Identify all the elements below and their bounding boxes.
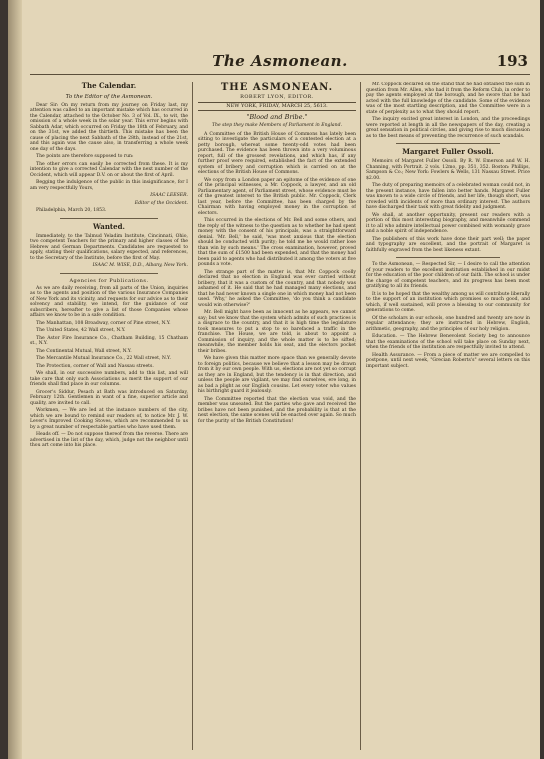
agencies-paragraph: We shall, in our successive numbers, add to this list, and will take care that only such Associations as merit the support of our friends shall find place in our columns. — [30, 371, 188, 387]
agencies-paragraph: The United States, 42 Wall street, N.Y. — [36, 328, 126, 333]
notice-paragraph: Education. — The Hebrew Benevolent Society beg to announce that the examinations of the school will take place on Sunday next, when the friends of the institution are respectfully invited to attend. — [366, 334, 530, 350]
letter-paragraph: It is to be hoped that the wealthy among us will contribute liberally to the support of an institution which promises so much good, and which, if well sustained, will prove a blessing to our community for generations to come. — [366, 291, 530, 313]
agencies-paragraph: The Astor Fire Insurance Co., Chatham Building, 15 Chatham st., N.Y. — [30, 335, 188, 346]
wanted-heading: Wanted. — [93, 221, 125, 231]
column-1 — [30, 82, 188, 750]
article-paragraph: Mr. Coppock declared on the stand that he had obtained the sum in question from Mr. Allen, who had it from the Reform Club, in order to pay the agents employed at the borough, and he swore that he had acted with the full knowledge of the candidate. Some of the evidence was of the most startling description, and the Committee were in a state of perplexity as to what they should report. — [366, 82, 530, 115]
column-2 — [198, 82, 356, 750]
notice-paragraph: Workmen, — We are led at the instance numbers of the city, which we are bound to remind our readers of, to notice Mr. J. W. Lever's Improved Cooking Stoves, which are recommended to us by a great number of respectable parties who have used them. — [30, 408, 188, 430]
article-paragraph: Mr. Bell might have been as innocent as he appears, we cannot say; but we know that the system which admits of such practices is a disgrace to the country, and that it is high time the legislature took measures to put a stop to so barefaced a traffic in the franchise. The House, we are told, is about to appoint a Commission of inquiry, and the whole matter is to be sifted; meanwhile, the member holds his seat, and the electors pocket their bribes. — [198, 310, 356, 354]
wanted-signature: ISAAC M. WISE, D.D., Albany, New York. — [92, 263, 188, 268]
divider — [396, 257, 500, 258]
article-paragraph: The strange part of the matter is, that Mr. Coppock coolly declared that no election in England was ever carried without bribery, that it was a custom of the country, and that nobody was ashamed of it. He said that he had managed many elections, and that he had never known a single one in which money had not been used. 'Why,' he asked the Committee, 'do you think a candidate would win otherwise?' — [198, 269, 356, 308]
column-3 — [366, 82, 530, 750]
calendar-signature-title: Editor of the Occident. — [134, 200, 188, 206]
calendar-paragraph: Dear Sir: On my return from my journey on Friday last, my attention was called to an important mistake which has occurred in the Calendar, attached to the October No. 3 of Vol. IX., to wit, the omission of a whole week in the solar year. This error begins with Sabbath Adar, which occurred on Friday the 18th of February, and on the 31st, we added the thirtieth. This mistake has been the cause of placing the next Sabbath of the 28th, instead of the 21st, and this again was the cause also, in transferring a whole week one day of the days. — [30, 102, 188, 152]
notice-paragraph: Grocer's Siddur, Pesach at Bath was introduced on Saturday, February 12th. Gentlemen in want of a fine, superior article and quality, are invited to call. — [30, 389, 188, 406]
page-header — [30, 52, 530, 75]
masthead — [198, 82, 356, 111]
article-paragraph: We copy from a London paper an epitome of the evidence of one of the principal witnesses, a Mr. Coppock, a lawyer, and an old Parliamentary agent, of Parliament street, whose evidence must be of the greatest interest to the British public. Mr. Coppock, Clerk last year, before the Committee, has been charged by the Chairman with having employed money in the corruption of electors. — [198, 177, 356, 216]
notice-paragraph: Health Assurance. — From a piece of matter we are compelled to postpone, until next week, "Grecian Roberts's" several letters on this important subject. — [366, 352, 530, 369]
letter-paragraph: To the Asmonean, — Respected Sir, — I desire to call the attention of your readers to the excellent institution established in our midst for the education of the poor children of our faith. The school is under the charge of competent teachers, and its progress has been most gratifying to all its friends. — [366, 262, 530, 289]
agencies-paragraph: The Continental Mutual, Wall street, N.Y. — [36, 348, 132, 354]
article-subtitle: The step they make Members of Parliament in England. — [211, 123, 343, 128]
agencies-paragraph: The Mercantile Mutual Insurance Co., 22 Wall street, N.Y. — [36, 356, 171, 361]
agencies-paragraph: The Manhattan, 108 Broadway, corner of Pine street, N.Y. — [36, 320, 171, 326]
calendar-heading: The Calendar. — [81, 82, 137, 90]
calendar-to: To the Editor of the Asmonean. — [65, 94, 153, 100]
margaret-heading: Margaret Fuller Ossoli. — [402, 147, 494, 156]
divider — [396, 143, 500, 144]
margaret-paragraph: The publishers of this work have done their part well; the paper and typography are excellent, and the portrait of Margaret is faithfully engraved from the best likeness extant. — [366, 236, 530, 253]
article-paragraph: We have given this matter more space than we generally devote to foreign politics, because we believe that a lesson may be drawn from it by our own people. With us, elections are not yet so corrupt as they are in England, but the tendency is in that direction, and unless the people are vigilant, we may find ourselves, ere long, in as bad a plight as our English cousins. Let every voter who values his birthright guard it jealously. — [198, 356, 356, 394]
notice-paragraph: Heads off. — Do not suppose thereof from the reverse. There are advertised in the list of the day, which, judge not the neighbor until thou art come into his place. — [30, 432, 188, 448]
calendar-paragraph: The other errors can easily be corrected from these. It is my intention to give a corrected Calendar with the next number of the Occident, which will appear D.V. on or about the first of April. — [30, 161, 188, 178]
article-paragraph: The inquiry excited great interest in London, and the proceedings were reported at length in all the newspapers of the day, creating a great sensation in political circles, and giving rise to much discussion as to the best means of preventing the recurrence of such scandals. — [366, 117, 530, 139]
column-rule-1 — [192, 82, 193, 750]
divider — [60, 218, 158, 219]
article-paragraph: The Committee reported that the election was void, and the member was unseated. But the parties who gave and received the bribes have not been punished, and the probability is that at the next election, the same scenes will be enacted over again. So much for the purity of the British Constitution! — [198, 396, 356, 424]
calendar-paragraph: Begging the indulgence of the public in this insignificance, for I am very respectfully Yours, — [30, 180, 188, 191]
column-rule-2 — [360, 82, 361, 750]
divider — [60, 273, 158, 274]
page-gutter — [8, 0, 22, 759]
wanted-paragraph: Immediately, to the Talmud Yeladim Institute, Cincinnati, Ohio, two competent Teachers for the primary and higher classes of the Hebrew and German Departments. Candidates are requested to apply, stating their qualifications, salary expected, and references, to the Secretary of the Institute, before the first of May. — [30, 233, 188, 261]
margaret-paragraph: The duty of preparing memoirs of a celebrated woman could not, in the present instance, have fallen into better hands. Margaret Fuller was known to a wide circle of friends, and her life, though short, was crowded with incidents of more than ordinary interest. The authors have discharged their task with great fidelity and judgment. — [366, 183, 530, 210]
agencies-paragraph: As we are daily receiving, from all parts of the Union, inquiries as to the agents and position of the various Insurance Companies of New York and its vicinity, and requests for our advice as to their solvency and stability, we intend, for the guidance of our subscribers, hereafter to give a list of those Companies whose affairs we know to be in a safe condition. — [30, 285, 188, 318]
calendar-signature: ISAAC LEESER. — [150, 193, 188, 198]
article-paragraph: This occurred in the elections of Mr. Bell and some others, and the reply of the witness to the question as to whether he had spent money with the consent of his principals, was a straightforward denial. 'Mr. Bell,' he said, 'was most anxious that the election should be conducted with purity; he told me he would rather lose than win by such means.' The cross examination, however, proved that the sum of £1500 had been expended, and that the money had been paid to agents who had distributed it among the voters at five pounds a vote. — [198, 218, 356, 267]
margaret-paragraph: Memoirs of Margaret Fuller Ossoli. By R. W. Emerson and W. H. Channing, with Portrait. 2 vols. 12mo, pp. 351, 352. Boston: Phillips, Sampson & Co.; New York: Fowlers & Wells, 131 Nassau Street. Price $2.00. — [366, 159, 530, 181]
article-paragraph: A Committee of the British House of Commons has lately been sitting to investigate the particulars of a contested election at a petty borough, whereat some twenty-odd votes had been purchased. The evidence has been thrown into a very voluminous report, full of the grossest revelations, and which has, if any further proof were required, established the fact of the extended system of bribery and corruption which is carried on at the elections of the British House of Commons. — [198, 131, 356, 175]
agencies-heading: Agencies for Publications. — [69, 277, 149, 284]
page-number: 193 — [496, 52, 528, 70]
letter-paragraph: Of the scholars in our schools, one hundred and twenty are now in regular attendance; they are instructed in Hebrew, English, arithmetic, geography, and the principles of our holy religion. — [366, 315, 530, 332]
agencies-paragraph: The Protection, corner of Wall and Nassau streets. — [36, 363, 154, 369]
masthead-date: NEW YORK, FRIDAY, MARCH 25, 5613. — [198, 102, 356, 111]
masthead-title: THE ASMONEAN. — [220, 82, 334, 93]
margaret-paragraph: We shall, at another opportunity, present our readers with a portion of this most interesting biography, and meanwhile commend it to all who admire intellectual power combined with womanly grace and a noble spirit of independence. — [366, 212, 530, 234]
article-title: "Blood and Bribe." — [246, 113, 308, 121]
calendar-place: Philadelphia, March 20, 1853. — [36, 208, 107, 213]
running-title: The Asmonean. — [212, 52, 348, 70]
newspaper-page — [8, 0, 540, 759]
calendar-paragraph: The points are therefore supposed to run: — [36, 154, 134, 159]
masthead-editor: ROBERT LYON, EDITOR. — [240, 94, 314, 100]
